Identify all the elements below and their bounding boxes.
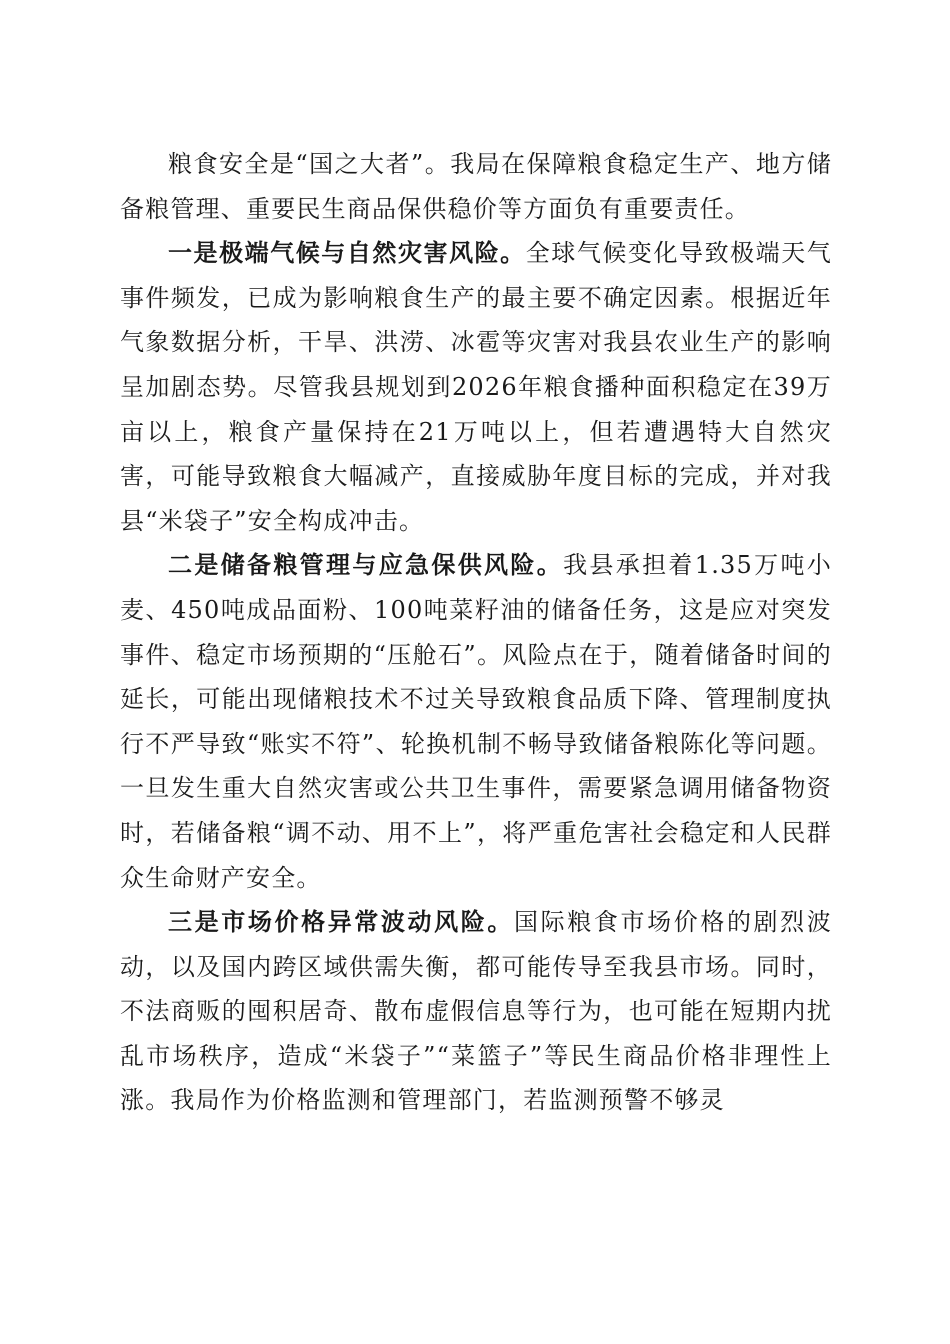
paragraph-body: 粮食安全是“国之大者”。我局在保障粮食稳定生产、地方储备粮管理、重要民生商品保供稳价等方面负有重要责任。 xyxy=(120,150,832,223)
risk-paragraph-market xyxy=(120,900,832,1123)
paragraph-body: 国际粮食市场价格的剧烈波动，以及国内跨区域供需失衡，都可能传导至我县市场。同时，不法商贩的囤积居奇、散布虚假信息等行为，也可能在短期内扰乱市场秩序，造成“米袋子”“菜篮子”等民生商品价格非理性上涨。我局作为价格监测和管理部门，若监测预警不够灵 xyxy=(120,908,832,1115)
paragraph-body: 全球气候变化导致极端天气事件频发，已成为影响粮食生产的最主要不确定因素。根据近年气象数据分析，干旱、洪涝、冰雹等灾害对我县农业生产的影响呈加剧态势。尽管我县规划到2026年粮食播种面积稳定在39万亩以上，粮食产量保持在21万吨以上，但若遭遇特大自然灾害，可能导致粮食大幅减产，直接威胁年度目标的完成，并对我县“米袋子”安全构成冲击。 xyxy=(120,239,832,535)
paragraph-lead: 三是市场价格异常波动风险。 xyxy=(168,907,515,937)
paragraph-body: 我县承担着1.35万吨小麦、450吨成品面粉、100吨菜籽油的储备任务，这是应对突发事件、稳定市场预期的“压舱石”。风险点在于，随着储备时间的延长，可能出现储粮技术不过关导致粮食品质下降、管理制度执行不严导致“账实不符”、轮换机制不畅导致储备粮陈化等问题。一旦发生重大自然灾害或公共卫生事件，需要紧急调用储备物资时，若储备粮“调不动、用不上”，将严重危害社会稳定和人民群众生命财产安全。 xyxy=(120,551,832,892)
paragraph-lead: 二是储备粮管理与应急保供风险。 xyxy=(168,550,564,580)
intro-paragraph xyxy=(120,142,832,231)
document-body xyxy=(120,142,832,1123)
risk-paragraph-climate xyxy=(120,231,832,543)
paragraph-lead: 一是极端气候与自然灾害风险。 xyxy=(168,238,526,268)
risk-paragraph-reserve xyxy=(120,543,832,900)
